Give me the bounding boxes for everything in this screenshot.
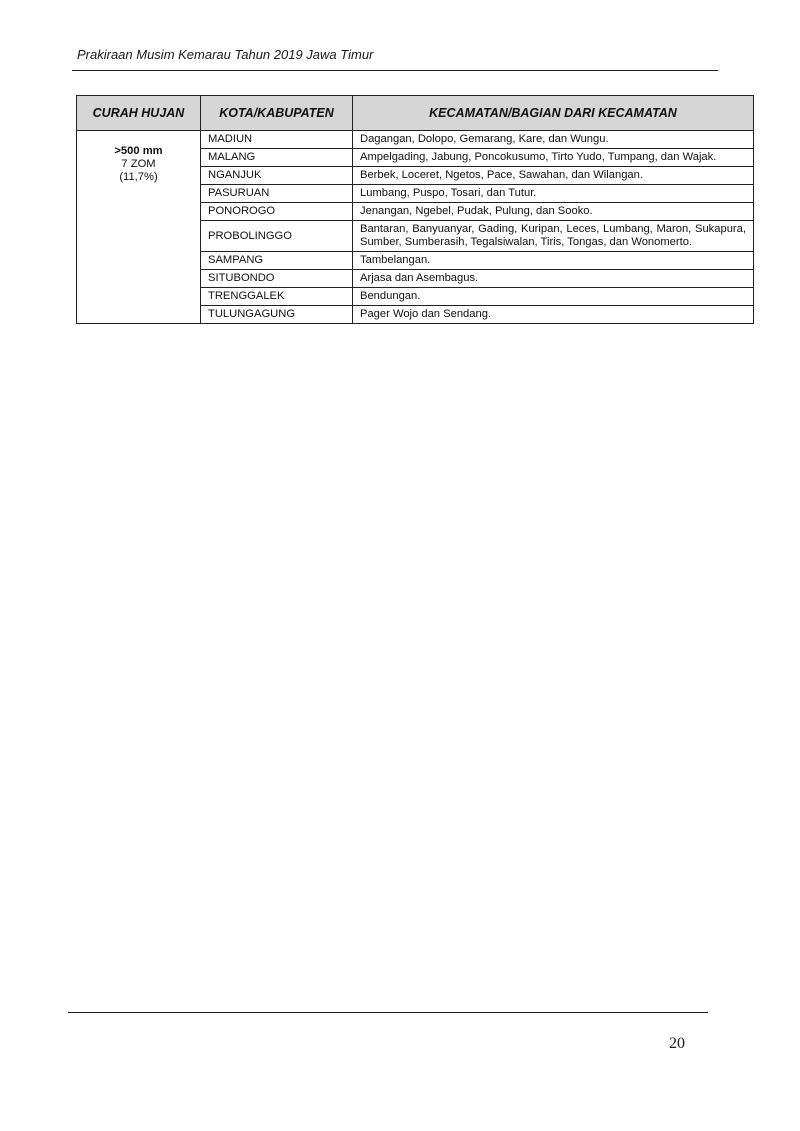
regency-cell: NGANJUK — [201, 167, 353, 185]
regency-cell: TRENGGALEK — [201, 288, 353, 306]
column-header-regency: KOTA/KABUPATEN — [201, 96, 353, 131]
footer-divider — [68, 1012, 708, 1013]
zom-percent: (11,7%) — [119, 171, 158, 183]
column-header-district: KECAMATAN/BAGIAN DARI KECAMATAN — [353, 96, 754, 131]
regency-cell: PASURUAN — [201, 185, 353, 203]
rainfall-group-cell — [77, 131, 201, 324]
district-cell: Ampelgading, Jabung, Poncokusumo, Tirto Yudo, Tumpang, dan Wajak. — [353, 149, 754, 167]
regency-cell: SAMPANG — [201, 252, 353, 270]
district-cell: Tambelangan. — [353, 252, 754, 270]
page-number: 20 — [669, 1035, 685, 1052]
column-header-rainfall: CURAH HUJAN — [77, 96, 201, 131]
district-cell: Lumbang, Puspo, Tosari, dan Tutur. — [353, 185, 754, 203]
district-cell: Jenangan, Ngebel, Pudak, Pulung, dan Sooko. — [353, 203, 754, 221]
page-header-title: Prakiraan Musim Kemarau Tahun 2019 Jawa Timur — [77, 47, 374, 62]
regency-cell: SITUBONDO — [201, 270, 353, 288]
regency-cell: MADIUN — [201, 131, 353, 149]
regency-cell: TULUNGAGUNG — [201, 306, 353, 324]
header-divider — [72, 70, 718, 71]
district-cell: Pager Wojo dan Sendang. — [353, 306, 754, 324]
zom-count: 7 ZOM — [121, 158, 156, 170]
table-row — [77, 131, 754, 149]
regency-cell: PROBOLINGGO — [201, 221, 353, 252]
district-cell: Bendungan. — [353, 288, 754, 306]
rainfall-region-table — [76, 95, 754, 324]
regency-cell: MALANG — [201, 149, 353, 167]
district-cell: Dagangan, Dolopo, Gemarang, Kare, dan Wungu. — [353, 131, 754, 149]
district-cell: Berbek, Loceret, Ngetos, Pace, Sawahan, dan Wilangan. — [353, 167, 754, 185]
table-header-row — [77, 96, 754, 131]
rainfall-value: >500 mm — [114, 145, 163, 157]
regency-cell: PONOROGO — [201, 203, 353, 221]
district-cell: Bantaran, Banyuanyar, Gading, Kuripan, Leces, Lumbang, Maron, Sukapura, Sumber, Sumberasih, Tegalsiwalan, Tiris, Tongas, dan Wonomerto. — [353, 221, 754, 252]
district-cell: Arjasa dan Asembagus. — [353, 270, 754, 288]
